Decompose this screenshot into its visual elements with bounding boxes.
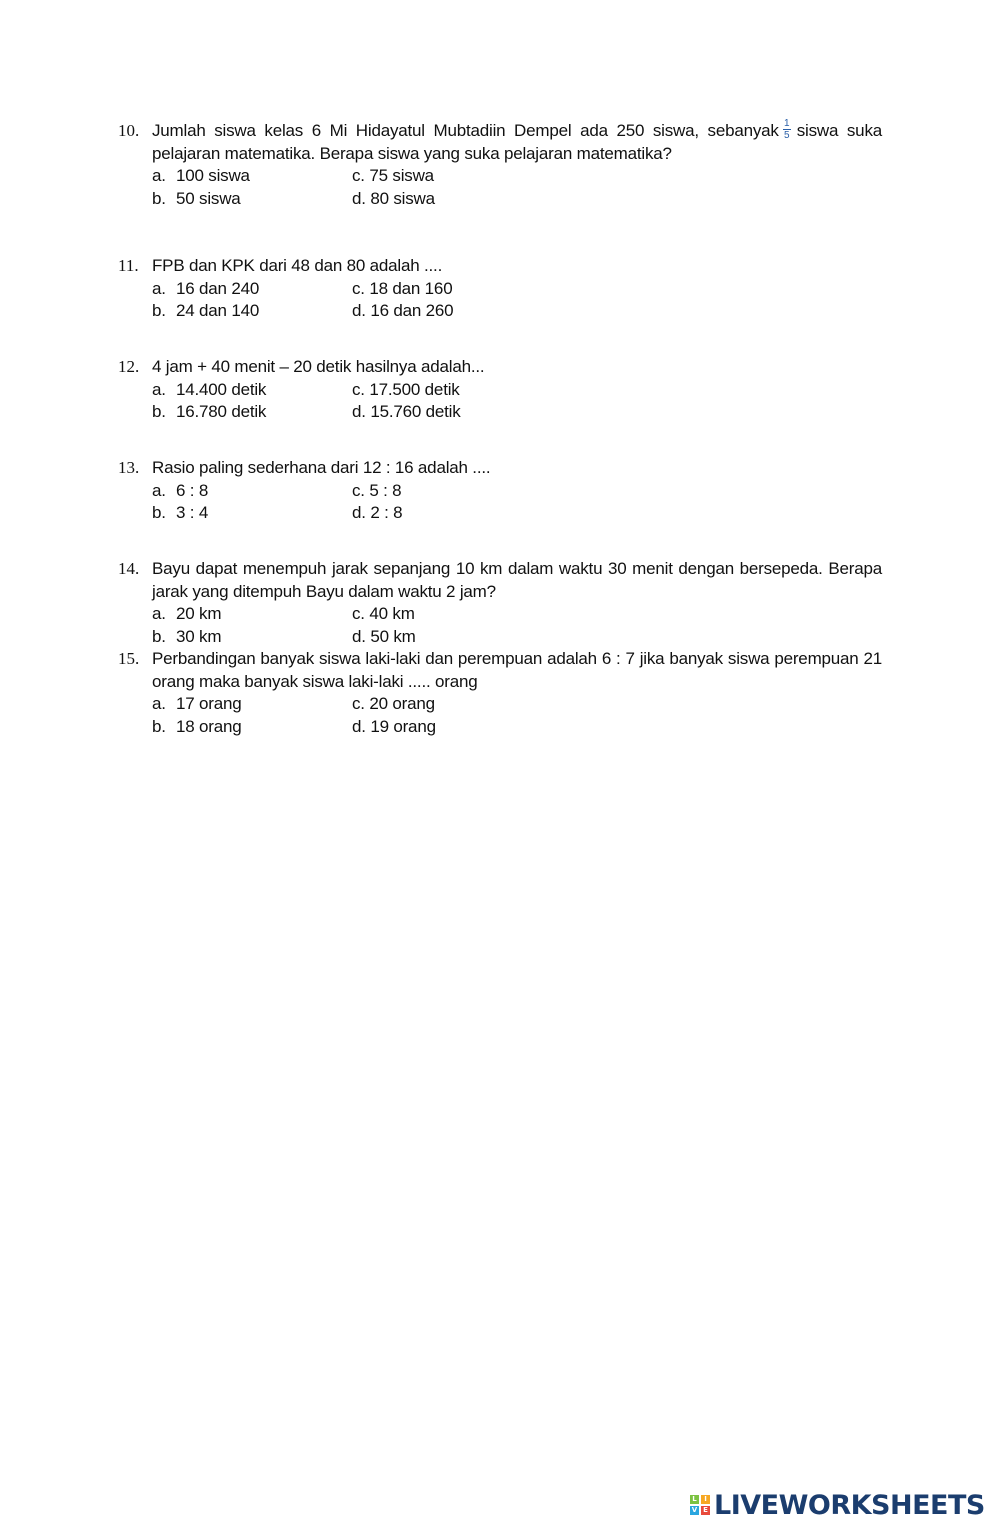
option-letter: d. <box>352 626 366 646</box>
option-text: 14.400 detik <box>176 379 267 399</box>
option-c[interactable] <box>352 165 434 188</box>
option-row <box>152 693 882 716</box>
option-text: 20 orang <box>369 694 435 713</box>
question-15 <box>118 648 882 738</box>
question-text: FPB dan KPK dari 48 dan 80 adalah .... <box>152 256 443 275</box>
logo-icon <box>690 1495 710 1515</box>
option-letter: c. <box>352 166 365 185</box>
option-text: 3 : 4 <box>176 503 209 522</box>
fraction-numerator: 1 <box>784 118 790 130</box>
option-text: 20 km <box>176 604 222 623</box>
option-row <box>152 480 882 503</box>
answer-options <box>152 165 882 210</box>
question-text: 4 jam + 40 menit – 20 detik hasilnya adalah... <box>152 357 485 376</box>
option-text: 18 dan 160 <box>369 278 453 298</box>
option-letter: b. <box>152 301 166 320</box>
answer-options <box>152 603 882 648</box>
option-text: 50 siswa <box>176 188 241 208</box>
option-letter: d. <box>352 503 366 522</box>
option-text: 17 orang <box>176 694 242 713</box>
option-a[interactable] <box>152 693 352 716</box>
option-text: 15.760 detik <box>370 402 461 421</box>
option-d[interactable] <box>352 401 461 424</box>
option-text: 40 km <box>369 604 415 623</box>
question-number: 14. <box>118 559 140 578</box>
option-letter: a. <box>152 379 166 399</box>
option-text: 17.500 detik <box>369 379 460 399</box>
option-letter: a. <box>152 278 166 298</box>
logo-icon-square: E <box>701 1506 710 1515</box>
option-d[interactable] <box>352 188 435 211</box>
answer-options <box>152 480 882 525</box>
answer-options <box>152 278 882 323</box>
option-letter: c. <box>352 480 365 500</box>
option-letter: d. <box>352 301 366 320</box>
question-11 <box>118 255 882 323</box>
option-row <box>152 401 882 424</box>
question-13 <box>118 457 882 525</box>
question-text <box>152 120 882 165</box>
question-text: Rasio paling sederhana dari 12 : 16 adalah .... <box>152 458 491 477</box>
option-text: 100 siswa <box>176 166 250 185</box>
question-number: 11. <box>118 256 139 275</box>
option-b[interactable] <box>152 716 352 739</box>
option-text: 2 : 8 <box>370 503 403 522</box>
option-text: 6 : 8 <box>176 480 209 500</box>
option-letter: b. <box>152 503 166 522</box>
option-row <box>152 300 882 323</box>
option-letter: c. <box>352 379 365 399</box>
option-d[interactable] <box>352 716 436 739</box>
option-text: 24 dan 140 <box>176 301 260 320</box>
option-letter: a. <box>152 166 166 185</box>
option-letter: c. <box>352 278 365 298</box>
option-b[interactable] <box>152 626 352 649</box>
option-b[interactable] <box>152 401 352 424</box>
option-letter: b. <box>152 716 166 736</box>
logo-icon-square: I <box>701 1495 710 1504</box>
option-d[interactable] <box>352 300 453 323</box>
option-a[interactable] <box>152 379 352 402</box>
option-row <box>152 188 882 211</box>
option-row <box>152 603 882 626</box>
option-row <box>152 716 882 739</box>
option-text: 80 siswa <box>370 188 435 208</box>
question-12 <box>118 356 882 424</box>
answer-options <box>152 693 882 738</box>
option-b[interactable] <box>152 188 352 211</box>
option-letter: d. <box>352 716 366 736</box>
option-text: 18 orang <box>176 716 242 736</box>
option-d[interactable] <box>352 626 416 649</box>
option-letter: d. <box>352 402 366 421</box>
option-text: 50 km <box>370 626 416 646</box>
option-a[interactable] <box>152 603 352 626</box>
option-text: 5 : 8 <box>369 480 402 500</box>
logo-text: LIVEWORKSHEETS <box>714 1489 985 1521</box>
option-letter: b. <box>152 402 166 421</box>
option-a[interactable] <box>152 165 352 188</box>
option-c[interactable] <box>352 693 435 716</box>
option-b[interactable] <box>152 300 352 323</box>
option-a[interactable] <box>152 480 352 503</box>
liveworksheets-logo <box>690 1488 985 1522</box>
answer-options <box>152 379 882 424</box>
option-row <box>152 626 882 649</box>
option-b[interactable] <box>152 502 352 525</box>
option-c[interactable] <box>352 278 452 301</box>
option-letter: b. <box>152 188 166 208</box>
logo-icon-square: V <box>691 1506 698 1514</box>
option-row <box>152 278 882 301</box>
option-c[interactable] <box>352 379 460 402</box>
option-letter: c. <box>352 604 365 623</box>
question-number: 15. <box>118 649 140 668</box>
option-row <box>152 165 882 188</box>
option-row <box>152 379 882 402</box>
option-letter: c. <box>352 694 365 713</box>
question-14 <box>118 558 882 648</box>
option-c[interactable] <box>352 603 415 626</box>
question-number: 12. <box>118 357 140 376</box>
question-text-part-1: Jumlah siswa kelas 6 Mi Hidayatul Mubtadiin Dempel ada 250 siswa, sebanyak <box>152 121 779 140</box>
option-row <box>152 502 882 525</box>
option-text: 30 km <box>176 626 222 646</box>
option-text: 16 dan 240 <box>176 278 260 298</box>
option-text: 19 orang <box>370 716 436 736</box>
option-a[interactable] <box>152 278 352 301</box>
option-text: 16.780 detik <box>176 402 267 421</box>
option-letter: a. <box>152 694 166 713</box>
option-d[interactable] <box>352 502 402 525</box>
option-c[interactable] <box>352 480 401 503</box>
question-number: 10. <box>118 121 140 140</box>
question-text: Perbandingan banyak siswa laki-laki dan perempuan adalah 6 : 7 jika banyak siswa perempuan 21 orang maka banyak siswa laki-laki ..... orang <box>152 649 882 691</box>
question-text-part-2: siswa suka pelajaran matematika. Berapa siswa yang suka pelajaran matematika? <box>152 121 882 163</box>
logo-icon-square: L <box>690 1495 699 1504</box>
question-text: Bayu dapat menempuh jarak sepanjang 10 km dalam waktu 30 menit dengan bersepeda. Berapa jarak yang ditempuh Bayu dalam waktu 2 jam? <box>152 559 882 601</box>
question-number: 13. <box>118 458 140 477</box>
question-10 <box>118 120 882 210</box>
option-letter: a. <box>152 480 166 500</box>
option-letter: b. <box>152 626 166 646</box>
option-text: 75 siswa <box>369 166 434 185</box>
option-letter: a. <box>152 604 166 623</box>
option-letter: d. <box>352 188 366 208</box>
option-text: 16 dan 260 <box>370 301 454 320</box>
fraction-denominator: 5 <box>784 130 790 142</box>
fraction-one-fifth <box>783 119 791 140</box>
